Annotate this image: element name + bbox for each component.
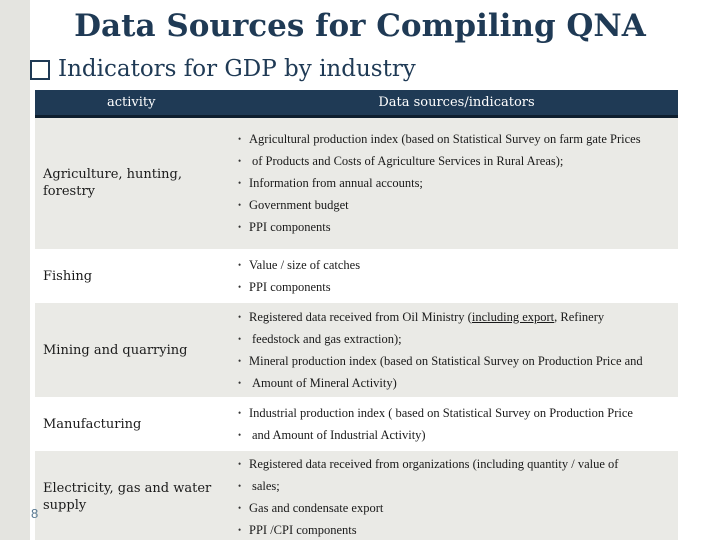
continuation-text: Amount of Mineral Activity) (252, 376, 397, 390)
table-row (35, 302, 678, 398)
source-item: • Gas and condensate export (237, 497, 678, 519)
row-activity: Agriculture, hunting, forestry (35, 116, 235, 250)
page-number: 8 (31, 506, 39, 521)
source-item: • Value / size of catches (237, 254, 678, 276)
row-sources (235, 250, 678, 302)
table-header-row (35, 90, 678, 116)
source-item-continuation (237, 424, 678, 446)
source-item: • Registered data received from organizations (including quantity / value of (237, 453, 678, 475)
header-activity: activity (35, 90, 235, 116)
subtitle-text: Indicators for GDP by industry (58, 56, 416, 82)
row-sources (235, 398, 678, 450)
source-item-continuation (237, 328, 678, 350)
source-item: • Mineral production index (based on Statistical Survey on Production Price and (237, 350, 678, 372)
underlined-text: including export (471, 310, 555, 324)
table-row (35, 450, 678, 540)
source-item-continuation (237, 475, 678, 497)
continuation-text: of Products and Costs of Agriculture Services in Rural Areas); (252, 154, 564, 169)
source-item-continuation (237, 372, 678, 394)
table-row (35, 116, 678, 250)
row-sources (235, 116, 678, 250)
row-activity: Mining and quarrying (35, 302, 235, 398)
source-item-continuation (237, 150, 678, 172)
continuation-text: sales; (252, 479, 280, 493)
source-item (237, 306, 678, 328)
source-item: • Government budget (237, 194, 678, 216)
table-row (35, 398, 678, 450)
row-sources (235, 450, 678, 540)
source-item: • PPI /CPI components (237, 519, 678, 540)
row-sources (235, 302, 678, 398)
source-item: • Information from annual accounts; (237, 172, 678, 194)
table-row (35, 250, 678, 302)
data-sources-table (35, 90, 678, 540)
source-item: • Agricultural production index (based on Statistical Survey on farm gate Prices (237, 128, 678, 150)
source-text: Registered data received from Oil Ministry ( (249, 310, 472, 324)
checkbox-bullet-icon (30, 60, 50, 80)
continuation-text: feedstock and gas extraction); (252, 332, 402, 346)
source-item: • PPI components (237, 276, 678, 298)
source-item: • Industrial production index ( based on Statistical Survey on Production Price (237, 402, 678, 424)
subtitle (30, 56, 416, 82)
continuation-text: and Amount of Industrial Activity) (252, 428, 426, 442)
source-text: , Refinery (554, 310, 605, 324)
row-activity: Electricity, gas and water supply (35, 450, 235, 540)
slide-title: Data Sources for Compiling QNA (74, 8, 646, 44)
row-activity: Fishing (35, 250, 235, 302)
side-decoration-strip (0, 0, 30, 540)
source-item: • PPI components (237, 216, 678, 238)
row-activity: Manufacturing (35, 398, 235, 450)
header-sources: Data sources/indicators (235, 90, 678, 116)
